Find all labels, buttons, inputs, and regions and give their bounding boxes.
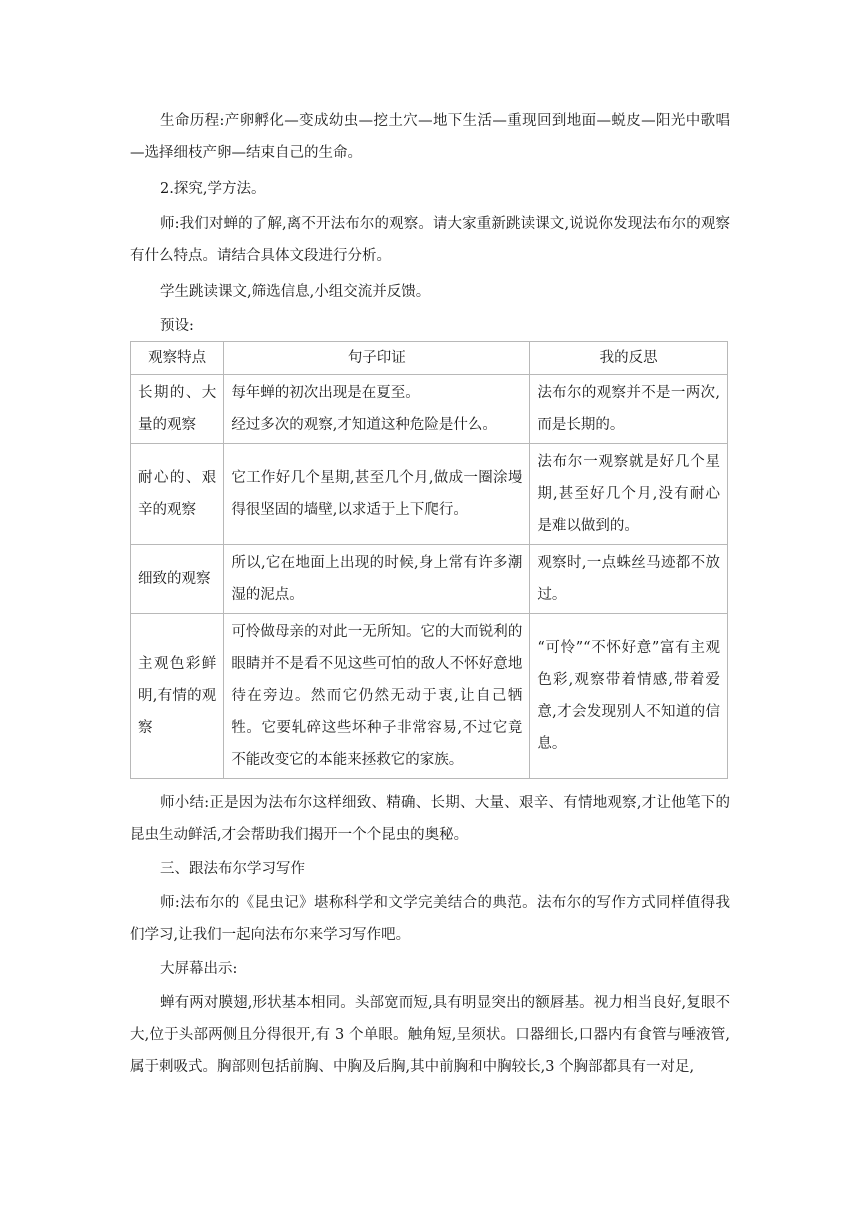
table-row <box>131 444 728 545</box>
cicada-description-paragraph: 蝉有两对膜翅,形状基本相同。头部宽而短,具有明显突出的额唇基。视力相当良好,复眼不大,位于头部两侧且分得很开,有 3 个单眼。触角短,呈须状。口器细长,口器内有食管与唾液管,属于刺吸式。胸部则包括前胸、中胸及后胸,其中前胸和中胸较长,3 个胸部都具有一对足, <box>130 995 730 1075</box>
evidence-line: 经过多次的观察,才知道这种危险是什么。 <box>231 417 497 433</box>
evidence-cell: 所以,它在地面上出现的时候,身上常有许多潮湿的泥点。 <box>224 545 530 614</box>
screen-display-label: 大屏幕出示: <box>160 961 238 977</box>
header-evidence: 句子印证 <box>224 342 530 375</box>
reflection-cell: 法布尔的观察并不是一两次,而是长期的。 <box>530 375 728 444</box>
preset-label: 预设: <box>160 318 194 334</box>
table-row <box>131 375 728 444</box>
reflection-cell: 观察时,一点蛛丝马迹都不放过。 <box>530 545 728 614</box>
observation-table <box>130 341 728 779</box>
evidence-cell: 它工作好几个星期,甚至几个月,做成一圈涂墁得很坚固的墙壁,以求适于上下爬行。 <box>224 444 530 545</box>
table-header-row <box>131 342 728 375</box>
reflection-cell: “可怜”“不怀好意”富有主观色彩,观察带着情感,带着爱意,才会发现别人不知道的信息。 <box>530 614 728 779</box>
life-cycle-paragraph: 生命历程:产卵孵化—变成幼虫—挖土穴—地下生活—重现回到地面—蜕皮—阳光中歌唱—选择细枝产卵—结束自己的生命。 <box>130 113 730 161</box>
feature-cell: 耐心的、艰辛的观察 <box>131 444 224 545</box>
header-reflection: 我的反思 <box>530 342 728 375</box>
table-row <box>131 545 728 614</box>
feature-cell: 长期的、大量的观察 <box>131 375 224 444</box>
feature-cell: 细致的观察 <box>131 545 224 614</box>
section-heading: 三、跟法布尔学习写作 <box>160 861 305 877</box>
evidence-line: 每年蝉的初次出现是在夏至。 <box>231 385 420 401</box>
teacher-summary-paragraph: 师小结:正是因为法布尔这样细致、精确、长期、大量、艰辛、有情地观察,才让他笔下的昆虫生动鲜活,才会帮助我们揭开一个个昆虫的奥秘。 <box>130 795 730 843</box>
student-activity-paragraph: 学生跳读课文,筛选信息,小组交流并反馈。 <box>160 284 431 300</box>
table-row <box>131 614 728 779</box>
teacher-question-paragraph: 师:我们对蝉的了解,离不开法布尔的观察。请大家重新跳读课文,说说你发现法布尔的观察有什么特点。请结合具体文段进行分析。 <box>130 216 730 264</box>
teacher-writing-paragraph: 师:法布尔的《昆虫记》堪称科学和文学完美结合的典范。法布尔的写作方式同样值得我们学习,让我们一起向法布尔来学习写作吧。 <box>130 895 730 943</box>
feature-cell: 主观色彩鲜明,有情的观察 <box>131 614 224 779</box>
reflection-cell: 法布尔一观察就是好几个星期,甚至好几个月,没有耐心是难以做到的。 <box>530 444 728 545</box>
after-table-content <box>130 787 730 1083</box>
header-feature: 观察特点 <box>131 342 224 375</box>
evidence-cell <box>224 375 530 444</box>
step-heading: 2.探究,学方法。 <box>160 181 266 197</box>
evidence-cell: 可怜做母亲的对此一无所知。它的大而锐利的眼睛并不是看不见这些可怕的敌人不怀好意地待在旁边。然而它仍然无动于衷,让自己牺牲。它要轧碎这些坏种子非常容易,不过它竟不能改变它的本能来拯救它的家族。 <box>224 614 530 779</box>
